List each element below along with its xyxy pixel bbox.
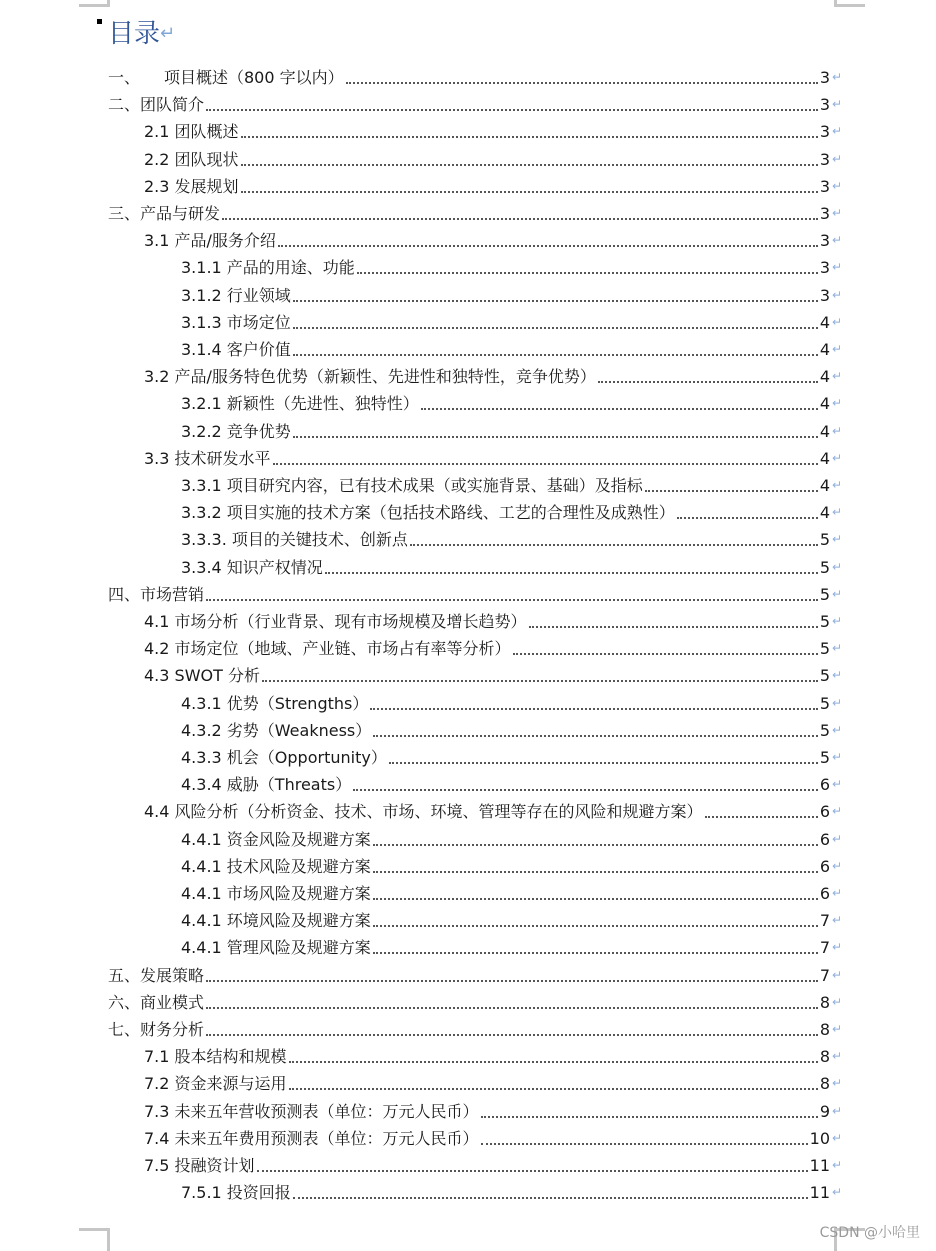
toc-entry-text: 一、 项目概述（800 字以内） [108, 68, 344, 87]
toc-dot-leader [241, 136, 818, 138]
paragraph-return-icon: ↵ [831, 831, 842, 846]
toc-dot-leader [222, 218, 818, 220]
toc-page-number: 3 [819, 176, 830, 196]
toc-entry[interactable] [108, 987, 842, 1013]
toc-page-number: 3 [819, 204, 830, 223]
toc-page-number: 5 [819, 666, 830, 686]
toc-page-number: 8 [819, 992, 830, 1012]
toc-page-number: 3 [819, 95, 830, 115]
toc-dot-leader [206, 109, 818, 111]
paragraph-return-icon: ↵ [160, 23, 176, 44]
paragraph-return-icon: ↵ [831, 559, 842, 574]
paragraph-return-icon: ↵ [831, 369, 842, 384]
paragraph-return-icon: ↵ [831, 586, 842, 601]
toc-entry-text: 3.2 产品/服务特色优势（新颖性、先进性和独特性，竞争优势） [144, 367, 596, 387]
toc-page-number: 3 [819, 68, 830, 87]
paragraph-return-icon: ↵ [831, 1103, 842, 1118]
toc-dot-leader [257, 1170, 808, 1172]
paragraph-return-icon: ↵ [831, 233, 842, 248]
toc-page-number: 3 [819, 231, 830, 251]
paragraph-return-icon: ↵ [831, 342, 842, 356]
toc-page-number: 7 [819, 965, 830, 985]
toc-entry[interactable] [144, 660, 842, 686]
toc-dot-leader [373, 844, 818, 846]
toc-entry-text: 4.4.1 技术风险及规避方案 [181, 856, 371, 876]
toc-entry-text: 4.3.4 威胁（Threats） [181, 775, 352, 795]
paragraph-return-icon: ↵ [831, 614, 842, 628]
paragraph-return-icon: ↵ [831, 695, 842, 710]
toc-entry[interactable] [144, 1041, 842, 1067]
toc-page-number: 8 [819, 1047, 830, 1067]
toc-entry-text: 7.4 未来五年费用预测表（单位：万元人民币） [144, 1128, 479, 1148]
toc-page-number: 4 [819, 476, 830, 495]
toc-dot-leader [325, 572, 818, 574]
toc-entry-text: 7.2 资金来源与运用 [144, 1074, 287, 1094]
paragraph-return-icon: ↵ [831, 287, 842, 302]
toc-entry[interactable] [144, 116, 842, 142]
paragraph-return-icon: ↵ [831, 97, 842, 112]
paragraph-return-icon: ↵ [831, 151, 842, 166]
paragraph-return-icon: ↵ [831, 423, 842, 438]
toc-entry[interactable] [181, 688, 842, 714]
toc-entry[interactable] [181, 388, 842, 414]
toc-entry[interactable] [108, 1014, 842, 1040]
toc-entry[interactable] [181, 524, 842, 550]
toc-dot-leader [241, 191, 818, 193]
paragraph-return-icon: ↵ [831, 668, 842, 683]
toc-entry-text: 3.3.1 项目研究内容，已有技术成果（或实施背景、基础）及指标 [181, 476, 643, 495]
toc-entry[interactable] [108, 62, 842, 88]
toc-dot-leader [293, 354, 818, 356]
toc-title [108, 16, 175, 52]
toc-entry[interactable] [181, 769, 842, 795]
toc-dot-leader [373, 898, 818, 900]
toc-entry-text: 二、团队简介 [108, 95, 205, 115]
toc-dot-leader [645, 490, 818, 492]
toc-page-number: 6 [819, 856, 830, 876]
toc-entry[interactable] [144, 225, 842, 251]
toc-page-number: 5 [819, 639, 830, 659]
toc-entry[interactable] [181, 715, 842, 741]
toc-entry[interactable] [181, 497, 842, 523]
toc-page-number: 10 [809, 1128, 830, 1148]
paragraph-return-icon: ↵ [831, 967, 842, 982]
toc-entry-text: 3.3.2 项目实施的技术方案（包括技术路线、工艺的合理性及成熟性） [181, 503, 675, 523]
toc-dot-leader [241, 164, 818, 166]
toc-page-number: 5 [819, 584, 830, 604]
toc-dot-leader [206, 1007, 818, 1009]
toc-entry[interactable] [181, 280, 842, 306]
toc-dot-leader [293, 1197, 808, 1199]
toc-entry[interactable] [144, 171, 842, 197]
toc-entry-text: 4.1 市场分析（行业背景、现有市场规模及增长趋势） [144, 612, 527, 631]
toc-entry[interactable] [181, 252, 842, 278]
toc-entry[interactable] [181, 1177, 842, 1203]
paragraph-return-icon: ↵ [831, 940, 842, 955]
toc-entry[interactable] [181, 824, 842, 850]
toc-entry-text: 3.2.1 新颖性（先进性、独特性） [181, 394, 419, 414]
toc-page-number: 6 [819, 775, 830, 795]
toc-dot-leader [370, 708, 817, 710]
toc-entry[interactable] [181, 334, 842, 360]
toc-entry[interactable] [181, 851, 842, 877]
toc-page-number: 4 [819, 367, 830, 387]
toc-page-number: 3 [819, 149, 830, 169]
paragraph-return-icon: ↵ [831, 913, 842, 928]
toc-entry[interactable] [108, 579, 842, 605]
toc-entry-text: 2.1 团队概述 [144, 122, 239, 142]
toc-entry-text: 4.4.1 市场风险及规避方案 [181, 884, 371, 903]
paragraph-return-icon: ↵ [831, 314, 842, 329]
paragraph-return-icon: ↵ [831, 260, 842, 275]
toc-page-number: 11 [809, 1156, 830, 1175]
paragraph-return-icon: ↵ [831, 450, 842, 465]
toc-dot-leader [346, 82, 818, 84]
toc-entry[interactable] [144, 1068, 842, 1094]
paragraph-return-icon: ↵ [831, 1130, 842, 1145]
paragraph-return-icon: ↵ [831, 206, 842, 220]
toc-dot-leader [529, 626, 818, 628]
toc-entry-text: 4.4.1 环境风险及规避方案 [181, 911, 371, 931]
toc-entry-text: 五、发展策略 [108, 965, 205, 985]
toc-dot-leader [705, 816, 818, 818]
watermark: CSDN @小哈里 [819, 1225, 920, 1241]
toc-entry-text: 4.3.2 劣势（Weakness） [181, 720, 372, 740]
toc-entry[interactable] [144, 796, 842, 822]
toc-page-number: 6 [819, 802, 830, 822]
toc-page-number: 3 [819, 285, 830, 305]
toc-dot-leader [373, 871, 818, 873]
toc-entry[interactable] [181, 878, 842, 904]
toc-dot-leader [293, 300, 818, 302]
toc-dot-leader [481, 1116, 818, 1118]
toc-dot-leader [293, 436, 818, 438]
toc-entry-text: 2.2 团队现状 [144, 149, 239, 169]
paragraph-return-icon: ↵ [831, 478, 842, 492]
toc-page-number: 4 [819, 340, 830, 359]
toc-entry[interactable] [181, 932, 842, 958]
toc-dot-leader [278, 245, 818, 247]
paragraph-return-icon: ↵ [831, 777, 842, 792]
toc-entry-text: 七、财务分析 [108, 1020, 205, 1039]
toc-page-number: 5 [819, 530, 830, 550]
toc-page-number: 4 [819, 394, 830, 414]
toc-page-number: 5 [819, 693, 830, 713]
toc-entry[interactable] [181, 470, 842, 496]
toc-page-number: 6 [819, 884, 830, 903]
toc-dot-leader [289, 1088, 818, 1090]
toc-page-number: 4 [819, 503, 830, 523]
toc-entry[interactable] [144, 144, 842, 170]
toc-page-number: 7 [819, 938, 830, 958]
toc-dot-leader [357, 272, 818, 274]
toc-entry-text: 4.3 SWOT 分析 [144, 666, 260, 686]
toc-entry[interactable] [181, 905, 842, 931]
toc-page-number: 5 [819, 748, 830, 767]
toc-entry-text: 3.3 技术研发水平 [144, 448, 271, 468]
toc-page-number: 6 [819, 829, 830, 849]
paragraph-return-icon: ↵ [831, 532, 842, 547]
toc-entry-text: 3.1.1 产品的用途、功能 [181, 258, 355, 278]
crop-mark-top-left [79, 0, 110, 7]
toc-dot-leader [353, 789, 818, 791]
toc-page-number: 7 [819, 911, 830, 931]
toc-page-number: 8 [819, 1074, 830, 1094]
paragraph-return-icon: ↵ [831, 750, 842, 764]
paragraph-return-icon: ↵ [831, 178, 842, 193]
paragraph-return-icon: ↵ [831, 886, 842, 900]
paragraph-return-icon: ↵ [831, 1158, 842, 1172]
toc-dot-leader [206, 599, 818, 601]
paragraph-return-icon: ↵ [831, 722, 842, 737]
toc-page-number: 4 [819, 312, 830, 332]
toc-dot-leader [481, 1143, 808, 1145]
toc-entry[interactable] [144, 1123, 842, 1149]
toc-page-number: 9 [819, 1101, 830, 1121]
toc-entry-text: 4.3.1 优势（Strengths） [181, 693, 369, 713]
toc-entry-text: 7.1 股本结构和规模 [144, 1047, 287, 1067]
toc-page-number: 4 [819, 448, 830, 468]
toc-page-number: 11 [809, 1183, 830, 1203]
toc-dot-leader [598, 381, 818, 383]
toc-dot-leader [262, 680, 818, 682]
toc-page-number: 4 [819, 421, 830, 441]
toc-entry-text: 4.4 风险分析（分析资金、技术、市场、环境、管理等存在的风险和规避方案） [144, 802, 703, 822]
toc-page-number: 5 [819, 612, 830, 631]
toc-dot-leader [289, 1061, 818, 1063]
paragraph-return-icon: ↵ [831, 1185, 842, 1200]
paragraph-mark-icon [97, 19, 102, 24]
paragraph-return-icon: ↵ [831, 804, 842, 819]
toc-dot-leader [373, 925, 818, 927]
toc-entry[interactable] [181, 416, 842, 442]
paragraph-return-icon: ↵ [831, 994, 842, 1009]
toc-entry-text: 3.2.2 竞争优势 [181, 421, 291, 441]
toc-title-text: 目录 [108, 19, 161, 49]
toc-entry[interactable] [144, 1150, 842, 1176]
toc-entry-text: 3.3.3. 项目的关键技术、创新点 [181, 530, 408, 550]
toc-entry-text: 3.1.4 客户价值 [181, 340, 291, 359]
toc-entry-text: 7.5.1 投资回报 [181, 1183, 291, 1203]
paragraph-return-icon: ↵ [831, 70, 842, 84]
toc-entry[interactable] [108, 198, 842, 224]
toc-page-number: 8 [819, 1020, 830, 1039]
toc-entry-text: 3.1.3 市场定位 [181, 312, 291, 332]
toc-entry-text: 3.3.4 知识产权情况 [181, 557, 323, 577]
toc-dot-leader [513, 653, 818, 655]
toc-dot-leader [389, 762, 818, 764]
toc-dot-leader [206, 980, 818, 982]
toc-page-number: 5 [819, 557, 830, 577]
toc-entry-text: 三、产品与研发 [108, 204, 221, 223]
paragraph-return-icon: ↵ [831, 124, 842, 139]
toc-entry[interactable] [144, 443, 842, 469]
toc-entry[interactable] [181, 742, 842, 768]
paragraph-return-icon: ↵ [831, 396, 842, 411]
toc-entry-text: 4.4.1 管理风险及规避方案 [181, 938, 371, 958]
toc-entry[interactable] [181, 307, 842, 333]
toc-entry-text: 7.3 未来五年营收预测表（单位：万元人民币） [144, 1101, 479, 1121]
toc-page-number: 3 [819, 258, 830, 278]
toc-dot-leader [373, 952, 818, 954]
toc-entry-text: 3.1.2 行业领域 [181, 285, 291, 305]
toc-entry[interactable] [144, 606, 842, 632]
toc-entry[interactable] [144, 361, 842, 387]
toc-entry-text: 2.3 发展规划 [144, 176, 239, 196]
toc-dot-leader [293, 327, 818, 329]
paragraph-return-icon: ↵ [831, 1049, 842, 1064]
toc-entry[interactable] [144, 633, 842, 659]
toc-entry-text: 六、商业模式 [108, 992, 205, 1012]
toc-entry-text: 四、市场营销 [108, 584, 205, 604]
toc-dot-leader [373, 735, 818, 737]
toc-entry[interactable] [144, 1096, 842, 1122]
toc-entry-text: 4.3.3 机会（Opportunity） [181, 748, 387, 767]
toc-dot-leader [421, 408, 818, 410]
toc-dot-leader [677, 517, 818, 519]
toc-entry[interactable] [108, 89, 842, 115]
toc-entry-text: 4.4.1 资金风险及规避方案 [181, 829, 371, 849]
paragraph-return-icon: ↵ [831, 641, 842, 656]
toc-page-number: 5 [819, 720, 830, 740]
paragraph-return-icon: ↵ [831, 505, 842, 520]
paragraph-return-icon: ↵ [831, 1076, 842, 1091]
toc-dot-leader [273, 463, 818, 465]
paragraph-return-icon: ↵ [831, 1022, 842, 1036]
toc-dot-leader [410, 544, 818, 546]
toc-entry-text: 4.2 市场定位（地域、产业链、市场占有率等分析） [144, 639, 511, 659]
toc-entry[interactable] [181, 552, 842, 578]
toc-entry-text: 3.1 产品/服务介绍 [144, 231, 276, 251]
toc-entry-text: 7.5 投融资计划 [144, 1156, 255, 1175]
toc-page-number: 3 [819, 122, 830, 142]
crop-mark-top-right [834, 0, 865, 7]
paragraph-return-icon: ↵ [831, 858, 842, 873]
toc-entry[interactable] [108, 960, 842, 986]
toc-dot-leader [206, 1034, 818, 1036]
